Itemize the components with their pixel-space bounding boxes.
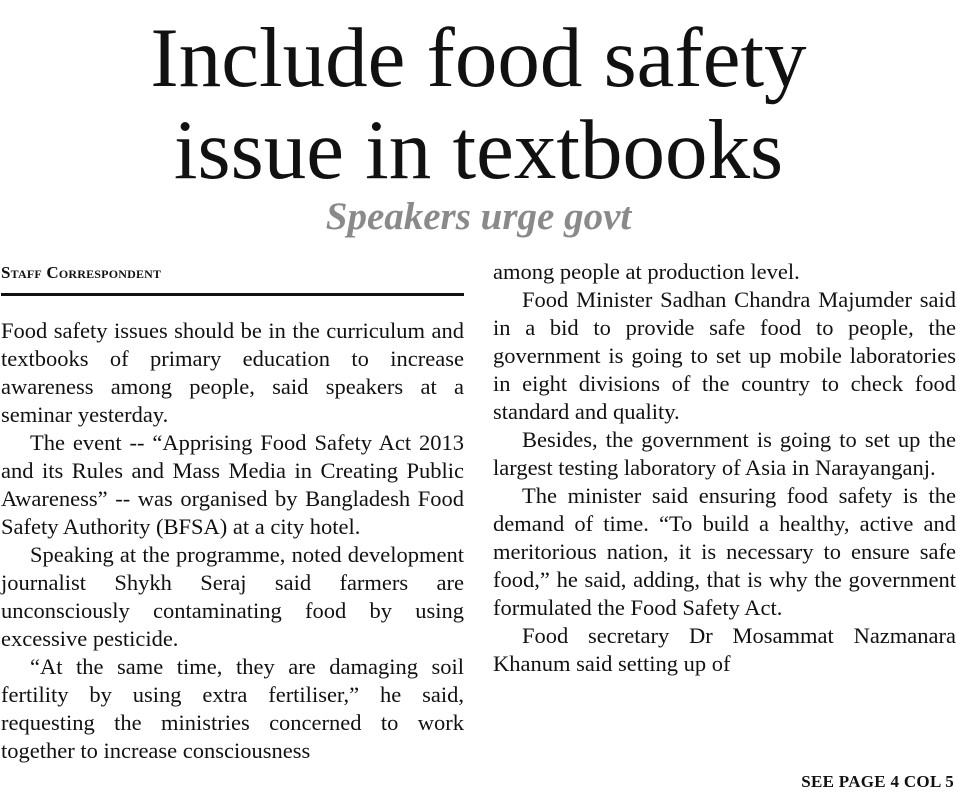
left-column	[1, 258, 464, 765]
continuation-note: SEE PAGE 4 COL 5	[801, 772, 954, 791]
body-paragraph: Food secretary Dr Mosammat Nazmanara Khanum said setting up of	[493, 623, 956, 676]
byline: Staff Correspondent	[1, 263, 162, 282]
byline-divider	[1, 293, 464, 296]
headline	[0, 12, 957, 196]
body-paragraph: The minister said ensuring food safety is the demand of time. “To build a healthy, active and meritorious nation, it is necessary to ensure safe food,” he said, adding, that is why the government formulated the Food Safety Act.	[493, 483, 956, 620]
headline-line-1: Include food safety	[150, 11, 807, 105]
subheadline: Speakers urge govt	[325, 195, 632, 238]
body-paragraph: Speaking at the programme, noted development journalist Shykh Seraj said farmers are unconsciously contaminating food by using excessive pesticide.	[1, 542, 464, 651]
body-paragraph: Food safety issues should be in the curriculum and textbooks of primary education to increase awareness among people, said speakers at a seminar yesterday.	[1, 318, 464, 427]
body-paragraph: Besides, the government is going to set up the largest testing laboratory of Asia in Narayanganj.	[493, 427, 956, 480]
body-paragraph: The event -- “Apprising Food Safety Act 2013 and its Rules and Mass Media in Creating Public Awareness” -- was organised by Bangladesh Food Safety Authority (BFSA) at a city hotel.	[1, 430, 464, 539]
body-paragraph: among people at production level.	[493, 259, 800, 284]
body-paragraph: “At the same time, they are damaging soil fertility by using extra fertiliser,” he said, requesting the ministries concerned to work together to increase consciousness	[1, 654, 464, 763]
headline-line-2: issue in textbooks	[173, 103, 784, 197]
body-paragraph: Food Minister Sadhan Chandra Majumder said in a bid to provide safe food to people, the government is going to set up mobile laboratories in eight divisions of the country to check food standard and quality.	[493, 287, 956, 424]
right-column	[493, 258, 956, 678]
